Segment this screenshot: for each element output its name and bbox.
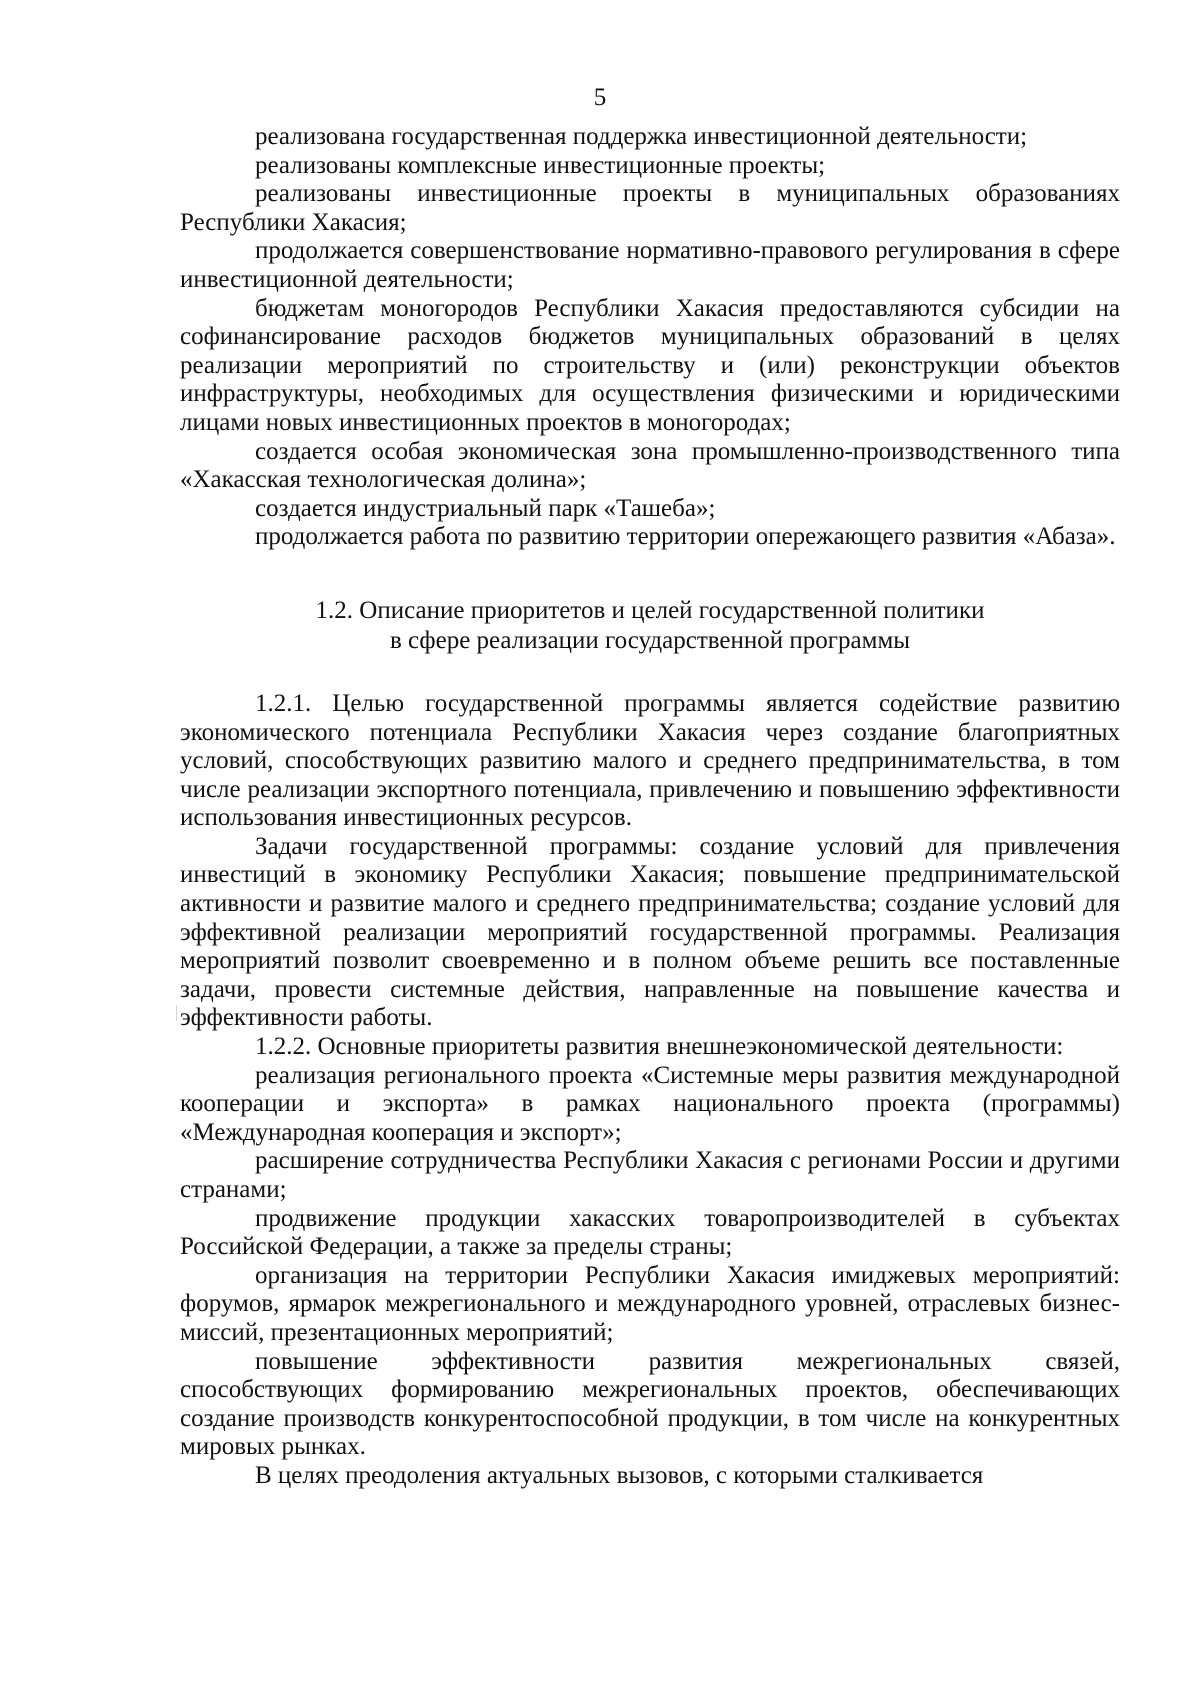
paragraph-program-tasks: Задачи государственной программы: создание условий для привлечения инвестиций в экономику Республики Хакасия; повышение предпринимательской активности и развитие малого и среднего предпринимательства; создание условий для эффективной реализации мероприятий государственной программы. Реализация мероприятий позволит своевременно и в полном объеме решить все поставленные задачи, провести системные действия, направленные на повышение качества и эффективности работы. [180,832,1120,1032]
section-heading-line-2: в сфере реализации государственной программы [389,626,911,654]
section-heading [180,596,1120,656]
paragraph-program-goal: 1.2.1. Целью государственной программы является содействие развитию экономического потенциала Республики Хакасия через создание благоприятных условий, способствующих развитию малого и среднего предпринимательства, в том числе реализации экспортного потенциала, привлечению и повышению эффективности использования инвестиционных ресурсов. [180,689,1120,832]
scan-mark [176,1005,177,1021]
paragraph-regulation: продолжается совершенствование нормативно-правового регулирования в сфере инвестиционной деятельности; [180,237,1120,293]
paragraph-challenges: В целях преодоления актуальных вызовов, с которыми сталкивается [255,1461,984,1489]
paragraph-municipal-projects: реализованы инвестиционные проекты в муниципальных образованиях Республики Хакасия; [180,180,1120,236]
paragraph-interregional-links: повышение эффективности развития межрегиональных связей, способствующих формированию межрегиональных проектов, обеспечивающих создание производств конкурентоспособной продукции, в том числе на конкурентных мировых рынках. [180,1347,1120,1461]
paragraph-cooperation: расширение сотрудничества Республики Хакасия с регионами России и другими странами; [180,1147,1120,1203]
paragraph-monotowns-subsidies: бюджетам моногородов Республики Хакасия предоставляются субсидии на софинансирование расходов бюджетов муниципальных образований в целях реализации мероприятий по строительству и (или) реконструкции объектов инфраструктуры, необходимых для осуществления физическими и юридическими лицами новых инвестиционных проектов в моногородах; [180,294,1120,436]
document-body [180,123,1120,1491]
section-heading-line-1: 1.2. Описание приоритетов и целей государственной политики [315,596,985,624]
paragraph-complex-projects: реализованы комплексные инвестиционные проекты; [255,151,826,179]
paragraph-state-support: реализована государственная поддержка инвестиционной деятельности; [255,123,1028,150]
paragraph-abaza-territory: продолжается работа по развитию территории опережающего развития «Абаза». [255,523,1116,551]
page-number: 5 [593,84,607,111]
paragraph-image-events: организация на территории Республики Хакасия имиджевых мероприятий: форумов, ярмарок межрегионального и международного уровней, отраслевых бизнес-миссий, презентационных мероприятий; [180,1261,1120,1346]
paragraph-regional-project: реализация регионального проекта «Системные меры развития международной кооперации и экспорта» в рамках национального проекта (программы) «Международная кооперация и экспорт»; [180,1061,1120,1146]
paragraph-product-promotion: продвижение продукции хакасских товаропроизводителей в субъектах Российской Федерации, а также за пределы страны; [180,1204,1120,1261]
paragraph-special-economic-zone: создается особая экономическая зона промышленно-производственного типа «Хакасская технологическая долина»; [180,437,1120,494]
paragraph-industrial-park: создается индустриальный парк «Ташеба»; [255,494,716,522]
paragraph-priorities-intro: 1.2.2. Основные приоритеты развития внешнеэкономической деятельности: [255,1033,1064,1061]
